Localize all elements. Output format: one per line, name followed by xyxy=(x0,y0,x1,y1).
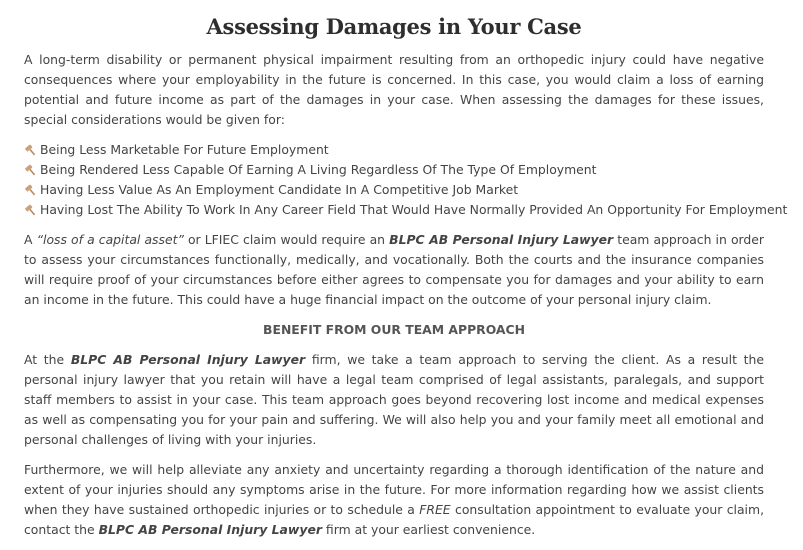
contact-paragraph xyxy=(24,460,764,540)
list-item-text: Being Rendered Less Capable Of Earning A Living Regardless Of The Type Of Employment xyxy=(40,162,597,177)
intro-paragraph: A long-term disability or permanent physical impairment resulting from an orthopedic injury could have negative consequences where your employability in the future is concerned. In this case, you would claim a loss of earning potential and future income as part of the damages in your case. When assessing the damages for these issues, special considerations would be given for: xyxy=(24,52,764,127)
gavel-icon xyxy=(24,163,38,177)
text-run: consultation appointment to evaluate your claim, contact the xyxy=(24,502,765,537)
team-approach-paragraph xyxy=(24,350,764,450)
text-run: firm at your earliest convenience. xyxy=(321,522,536,537)
text-run: At the xyxy=(24,352,71,367)
list-item-text: Having Lost The Ability To Work In Any Career Field That Would Have Normally Provided An Opportunity For Employment xyxy=(40,202,788,217)
page-title: Assessing Damages in Your Case xyxy=(206,14,582,39)
text-run: Furthermore, we will help alleviate any anxiety and uncertainty regarding a thorough identification of the nature and extent of your injuries should any symptoms arise in the future. For more information regarding how we assist clients when they have sustained orthopedic injuries or to schedule a xyxy=(24,462,764,517)
list-item xyxy=(24,140,764,160)
text-run: or LFIEC claim would require an xyxy=(183,232,390,247)
firm-name: BLPC AB Personal Injury Lawyer xyxy=(70,352,306,367)
considerations-list xyxy=(24,140,788,220)
capital-asset-paragraph xyxy=(24,230,764,310)
text-run: A xyxy=(24,232,37,247)
list-item xyxy=(24,200,788,220)
firm-name: BLPC AB Personal Injury Lawyer xyxy=(389,232,614,247)
gavel-icon xyxy=(24,183,38,197)
firm-name: BLPC AB Personal Injury Lawyer xyxy=(98,522,322,537)
list-item xyxy=(24,160,764,180)
text-run: firm, we take a team approach to serving the client. As a result the personal injury lawyer that you retain will have a legal team comprised of legal assistants, paralegals, and support staff members to assist in your case. This team approach goes beyond recovering lost income and medical expenses as well as compensating you for your pain and suffering. We will also help you and your family meet all emotional and personal challenges of living with your injuries. xyxy=(24,352,764,447)
section-heading: BENEFIT FROM OUR TEAM APPROACH xyxy=(263,322,525,337)
gavel-icon xyxy=(24,143,38,157)
list-item xyxy=(24,180,764,200)
text-run: team approach in order to assess your circumstances functionally, medically, and vocationally. Both the courts and the insurance companies will require proof of your circumstances before either agrees to compensate you for damages and your ability to earn an income in the future. This could have a huge financial impact on the outcome of your personal injury claim. xyxy=(24,232,764,307)
free-emphasis: FREE xyxy=(419,502,451,517)
gavel-icon xyxy=(24,203,38,217)
list-item-text: Being Less Marketable For Future Employment xyxy=(40,142,329,157)
list-item-text: Having Less Value As An Employment Candidate In A Competitive Job Market xyxy=(40,182,519,197)
article xyxy=(24,12,788,550)
quoted-term: “loss of a capital asset” xyxy=(36,232,184,247)
